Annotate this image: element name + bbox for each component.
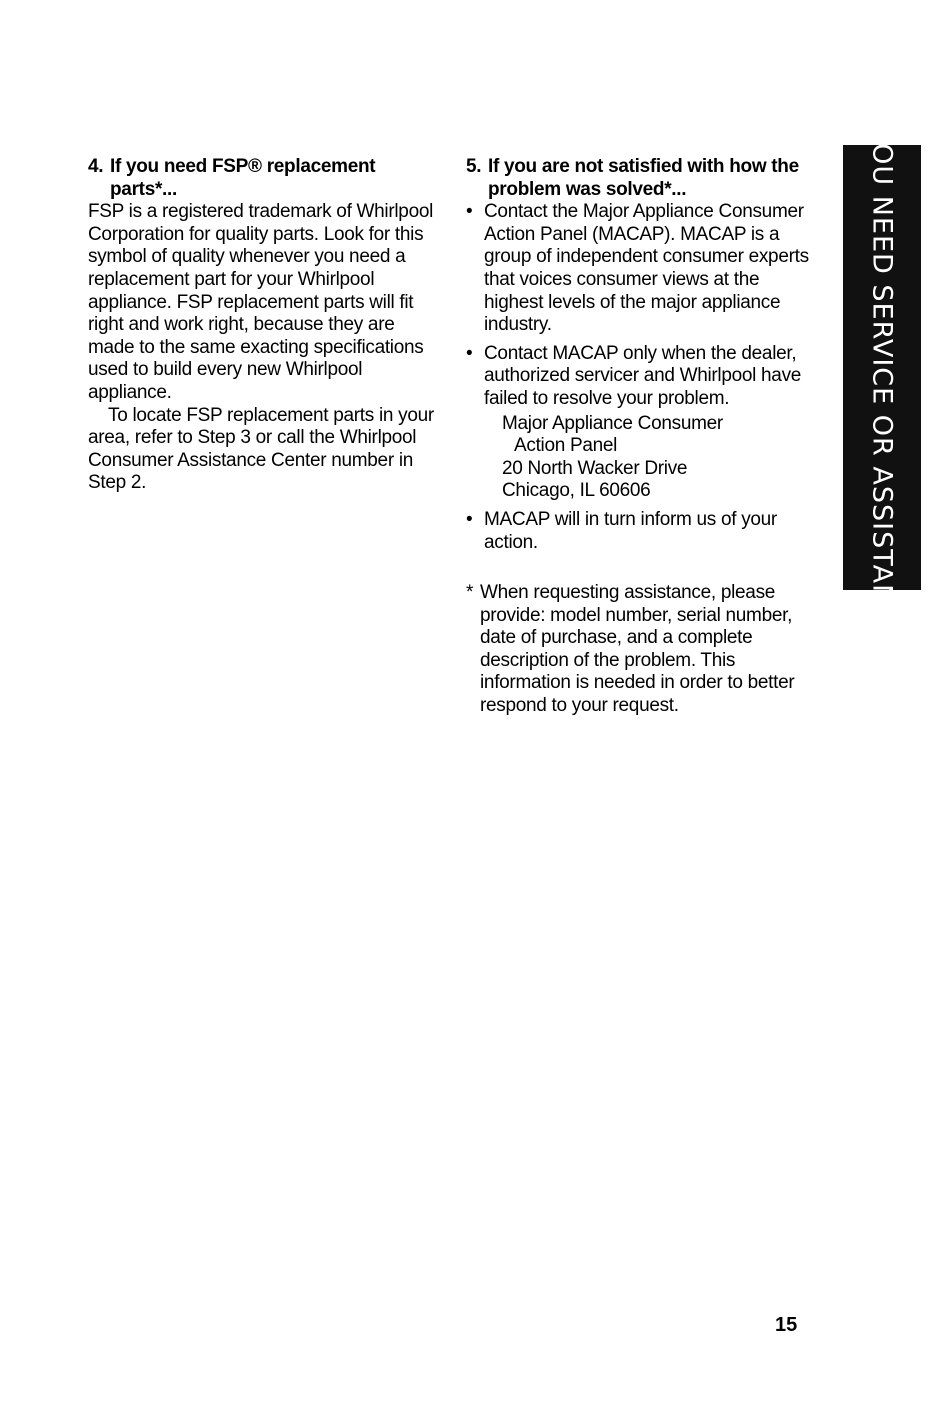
page-number: 15 — [775, 1314, 798, 1336]
bullet-item — [466, 509, 816, 554]
footnote-text: When requesting assistance, please provide: model number, serial number, date of purchase, and a complete description of the problem. This information is needed in order to better respond to your request. — [480, 582, 795, 717]
side-tab-label: IF YOU NEED SERVICE OR ASSISTANCE — [866, 91, 898, 644]
address-line: Major Appliance Consumer — [502, 412, 723, 434]
bullet-dot-icon: • — [466, 201, 473, 223]
contact-condition: Contact MACAP only when the dealer, authorized servicer and Whirlpool have failed to resolve your problem. — [484, 342, 802, 409]
locate-parts-paragraph: To locate FSP replacement parts in your area, refer to Step 3 or call the Whirlpool Consumer Assistance Center number in Step 2. — [88, 404, 434, 494]
section-heading-5 — [466, 156, 816, 201]
address-line: Chicago, IL 60606 — [502, 480, 651, 502]
section-heading-4 — [88, 156, 440, 201]
left-column — [88, 156, 440, 495]
macap-action: MACAP will in turn inform us of your action. — [484, 508, 777, 553]
bullet-item — [466, 201, 816, 337]
macap-address — [502, 413, 816, 503]
section-side-tab — [843, 91, 921, 644]
address-line: 20 North Wacker Drive — [502, 457, 688, 479]
bullet-item — [466, 343, 816, 411]
fsp-paragraph: FSP is a registered trademark of Whirlpool Corporation for quality parts. Look for this symbol of quality whenever you need a replacement part for your Whirlpool appliance. FSP replacement parts will fit right and work right, because they are made to the same exacting specifications used to build every new Whirlpool appliance. — [88, 201, 434, 403]
heading-text: If you are not satisfied with how the problem was solved*... — [488, 156, 799, 200]
heading-text: If you need FSP® replacement parts*... — [110, 156, 376, 200]
right-column — [466, 156, 816, 718]
heading-number: 5. — [466, 156, 482, 177]
footnote-star: * — [466, 582, 474, 604]
heading-number: 4. — [88, 156, 104, 177]
macap-description: Contact the Major Appliance Consumer Action Panel (MACAP). MACAP is a group of independent consumer experts that voices consumer views at the highest levels of the major appliance industry. — [484, 201, 809, 336]
footnote — [466, 582, 816, 718]
bullet-dot-icon: • — [466, 508, 473, 530]
address-line: Action Panel — [514, 435, 618, 457]
bullet-dot-icon: • — [466, 342, 473, 364]
